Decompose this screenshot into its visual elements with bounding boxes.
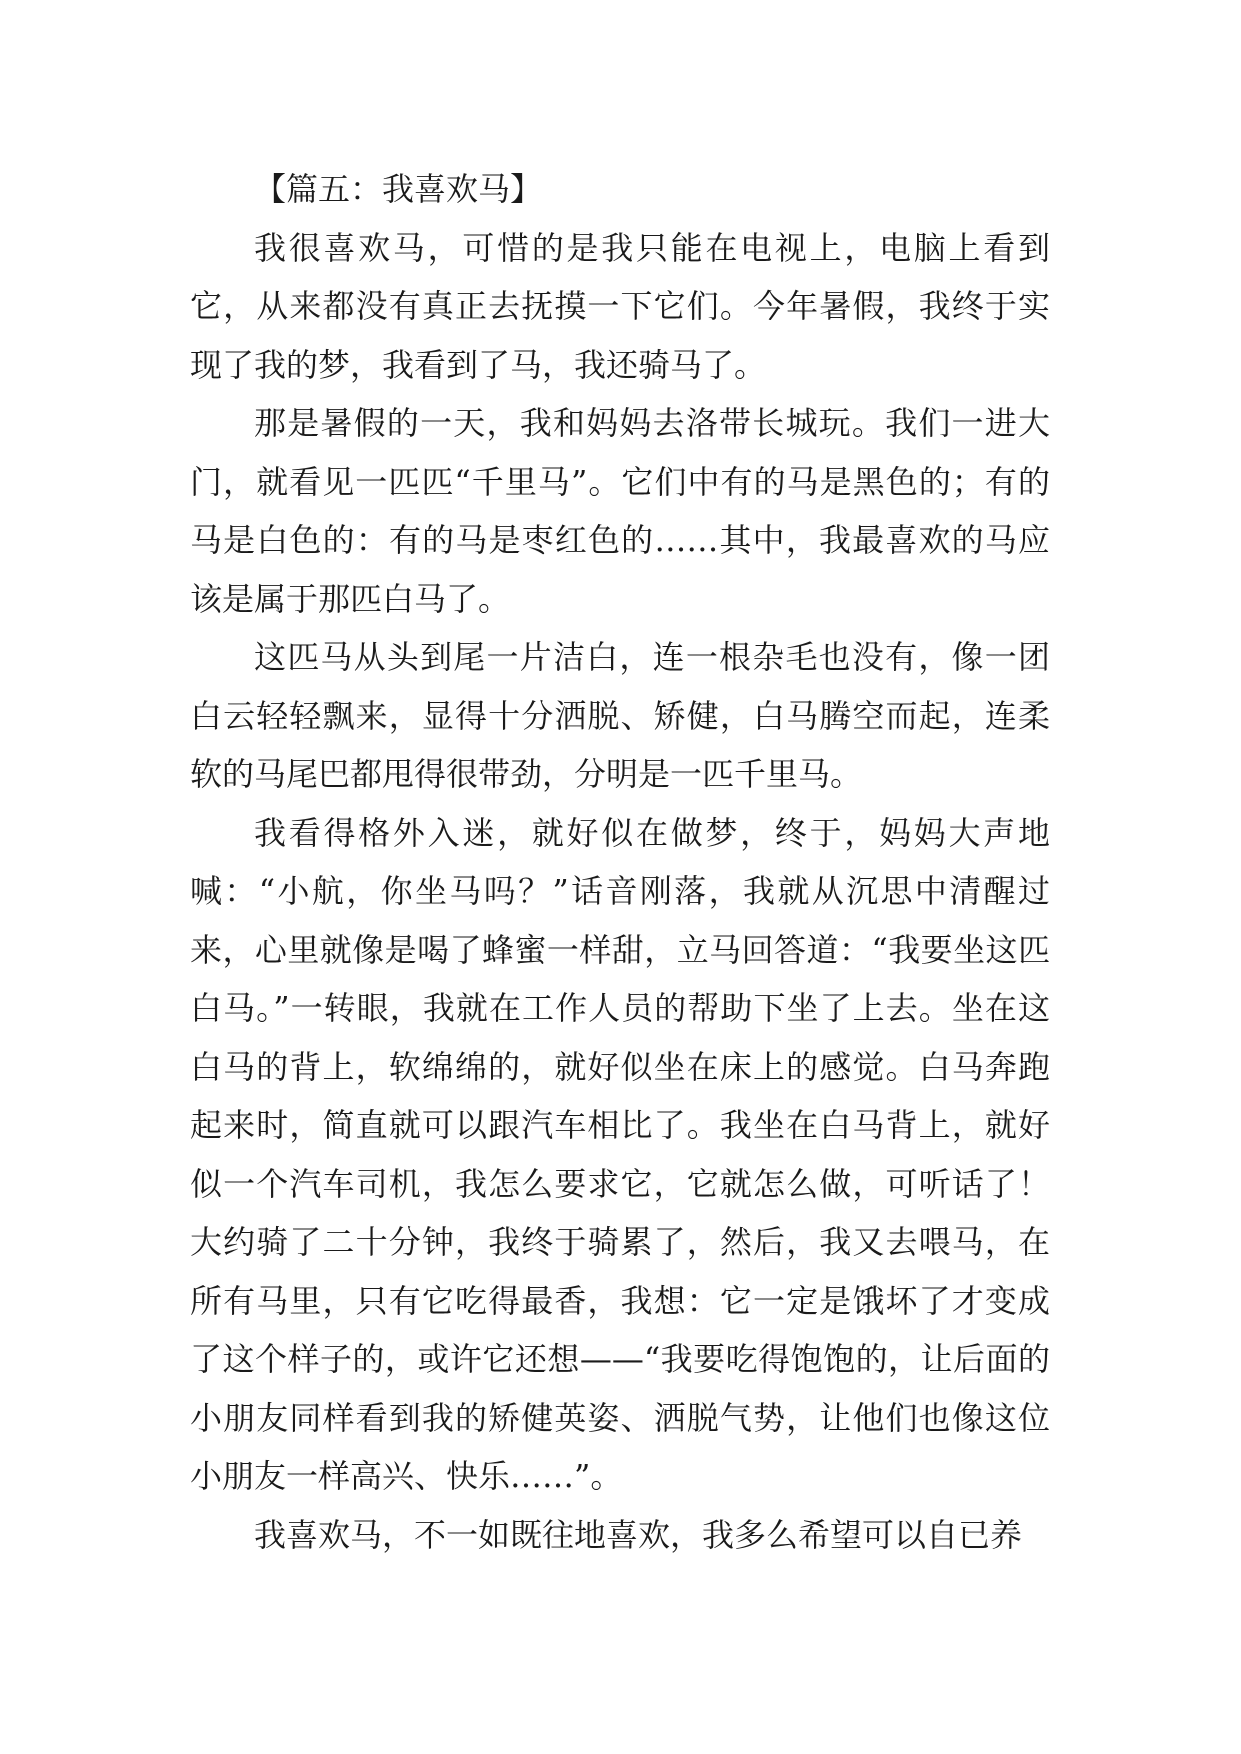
section-heading: 【篇五：我喜欢马】 [254,170,543,208]
paragraph: 这匹马从头到尾一片洁白，连一根杂毛也没有，像一团白云轻轻飘来，显得十分洒脱、矫健，白马腾空而起，连柔软的马尾巴都甩得很带劲，分明是一匹千里马。 [190,638,1050,793]
paragraph: 我看得格外入迷，就好似在做梦，终于，妈妈大声地喊：“小航，你坐马吗？”话音刚落，我就从沉思中清醒过来，心里就像是喝了蜂蜜一样甜，立马回答道：“我要坐这匹白马。”一转眼，我就在工作人员的帮助下坐了上去。坐在这白马的背上，软绵绵的，就好似坐在床上的感觉。白马奔跑起来时，简直就可以跟汽车相比了。我坐在白马背上，就好似一个汽车司机，我怎么要求它，它就怎么做，可听话了！大约骑了二十分钟，我终于骑累了，然后，我又去喂马，在所有马里，只有它吃得最香，我想：它一定是饿坏了才变成了这个样子的，或许它还想——“我要吃得饱饱的，让后面的小朋友同样看到我的矫健英姿、洒脱气势，让他们也像这位小朋友一样高兴、快乐……”。 [190,813,1050,1495]
paragraph: 那是暑假的一天，我和妈妈去洛带长城玩。我们一进大门，就看见一匹匹“千里马”。它们中有的马是黑色的；有的马是白色的：有的马是枣红色的……其中，我最喜欢的马应该是属于那匹白马了。 [190,404,1050,618]
document-page [190,160,1050,1564]
paragraph: 我喜欢马，不一如既往地喜欢，我多么希望可以自已养 [254,1515,1023,1554]
paragraph: 我很喜欢马，可惜的是我只能在电视上，电脑上看到它，从来都没有真正去抚摸一下它们。今年暑假，我终于实现了我的梦，我看到了马，我还骑马了。 [190,228,1050,384]
